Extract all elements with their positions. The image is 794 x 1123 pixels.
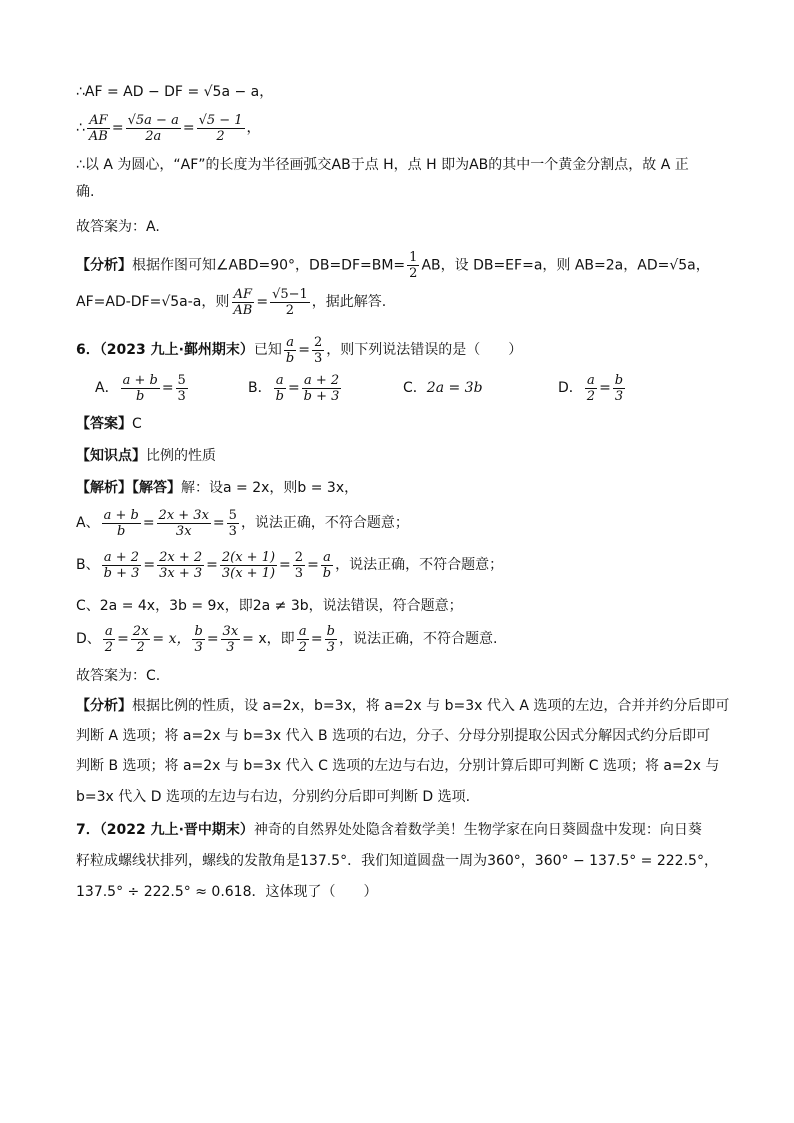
analysis-line-1: 【分析】根据作图可知∠ABD=90°，DB=DF=BM= $\frac{1}{2}$ AB，设 DB=EF=a，则 AB=2a，AD=√5a， (76, 250, 710, 281)
analysis-line-2: AF=AD-DF=√5a-a，则 $\frac{AF}{AB}$ = $\frac{√5-1}{2}$ ，据此解答. (76, 286, 387, 318)
question-number: 7． (76, 822, 100, 838)
fraction: $\frac{1}{2}$ (409, 250, 418, 281)
answer-line: 【答案】C (76, 416, 142, 432)
answer-line: 故答案为：A. (76, 219, 160, 235)
fraction: $\frac{AF}{AB}$ (88, 112, 108, 144)
fraction: $\frac{√5 - 1}{2}$ (198, 112, 243, 144)
fraction: $\frac{√5a - a}{2a}$ (127, 112, 179, 144)
solution-option-a: A、 $\frac{a + b}{b}$ = $\frac{2x + 3x}{3x}$ = $\frac{5}{3}$ ，说法正确，不符合题意； (76, 507, 409, 539)
analysis-tag: 【分析】 (76, 257, 132, 274)
question-number: 6． (76, 342, 100, 358)
solution-option-c: C、2a = 4x，3b = 9x，即2a ≠ 3b，说法错误，符合题意； (76, 598, 463, 614)
solution-line-conclusion: ∴以 A 为圆心，“AF”的长度为半径画弧交AB于点 H，点 H 即为AB的其中一个黄金分割点，故 A 正 (76, 157, 689, 173)
fraction: $\frac{2}{3}$ (313, 334, 323, 366)
knowledge-point-line: 【知识点】比例的性质 (76, 448, 216, 464)
solution-option-d: D、 $\frac{a}{2}$ = $\frac{2x}{2}$ = x， $\frac{b}{3}$ = $\frac{3x}{3}$ = x，即 $\frac{a}{2}$ = $\frac{b}{3}$ ，说法正确，不符合题意. (76, 623, 498, 655)
question-7-line-3: 137.5° ÷ 222.5° ≈ 0.618．这体现了（ ） (76, 884, 378, 900)
solution-line-af: ∴AF = AD − DF = √5a − a， (76, 84, 274, 100)
fraction: $\frac{AF}{AB}$ (233, 286, 253, 318)
analysis-line-1: 【分析】根据比例的性质，设 a=2x，b=3x，将 a=2x 与 b=3x 代入 A 选项的左边，合并并约分后即可 (76, 698, 730, 714)
final-answer-line: 故答案为：C. (76, 668, 161, 684)
question-source: （2023 九上·鄞州期末） (99, 342, 254, 358)
solution-line-conclusion-end: 确. (76, 184, 95, 200)
solution-intro: 【解析】【解答】解：设a = 2x，则b = 3x， (76, 480, 359, 496)
solution-line-ratio: ∴ $\frac{AF}{AB}$ = $\frac{√5a - a}{2a}$ = $\frac{√5 - 1}{2}$ ， (76, 112, 261, 144)
option-b: B． $\frac{a}{b}$ = $\frac{a + 2}{b + 3}$ (248, 372, 340, 404)
question-7-stem: 7．（2022 九上·晋中期末）神奇的自然界处处隐含着数学美！生物学家在向日葵圆盘中发现：向日葵 (76, 822, 702, 838)
question-6-stem: 6．（2023 九上·鄞州期末）已知 $\frac{a}{b}$ = $\frac{2}{3}$ ，则下列说法错误的是（ ） (76, 334, 523, 366)
fraction: $\frac{√5-1}{2}$ (272, 286, 308, 318)
analysis-line-4: b=3x 代入 D 选项的左边与右边，分别约分后即可判断 D 选项. (76, 789, 471, 805)
option-d: D． $\frac{a}{2}$ = $\frac{b}{3}$ (558, 372, 624, 404)
analysis-line-3: 判断 B 选项；将 a=2x 与 b=3x 代入 C 选项的左边与右边，分别计算后即可判断 C 选项；将 a=2x 与 (76, 758, 720, 774)
analysis-line-2: 判断 A 选项；将 a=2x 与 b=3x 代入 B 选项的右边，分子、分母分别提取公因式分解因式约分后即可 (76, 728, 711, 744)
fraction: $\frac{a}{b}$ (285, 334, 295, 366)
question-7-line-2: 籽粒成螺线状排列，螺线的发散角是137.5°．我们知道圆盘一周为360°，360° − 137.5° = 222.5°， (76, 853, 718, 869)
option-c: C．2a = 3b (403, 380, 483, 396)
solution-option-b: B、 $\frac{a + 2}{b + 3}$ = $\frac{2x + 2}{3x + 3}$ = $\frac{2(x + 1)}{3(x + 1)}$ = $\frac{2}{3}$ = $\frac{a}{b}$ ，说法正确，不符合题意； (76, 549, 504, 581)
question-source: （2022 九上·晋中期末） (99, 822, 254, 838)
option-a: A． $\frac{a + b}{b}$ = $\frac{5}{3}$ (95, 372, 186, 404)
